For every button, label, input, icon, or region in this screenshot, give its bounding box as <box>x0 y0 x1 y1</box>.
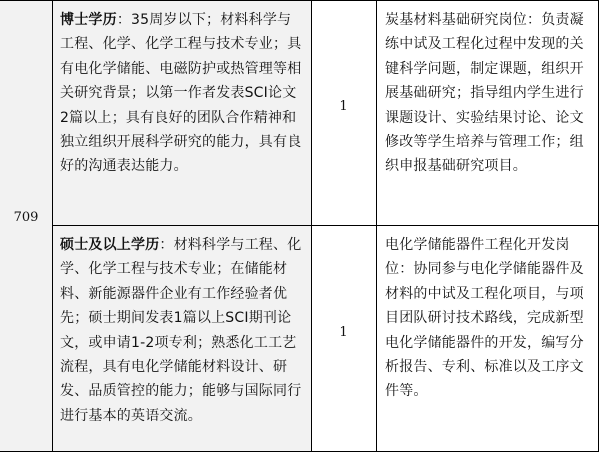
column-divider-1 <box>52 0 53 452</box>
degree-label-2: 硕士及以上学历 <box>60 237 160 253</box>
headcount-1: 1 <box>339 99 348 114</box>
requirements-detail-1: ：35周岁以下；材料科学与工程、化学、化学工程与技术专业；具有电化学储能、电磁防护或热管理等相关研究背景；以第一作者发表SCI论文2篇以上；具有良好的团队合作精神和独立组织开展科学研究的能力，具有良好的沟通表达能力。 <box>60 12 302 175</box>
headcount-2: 1 <box>339 325 348 340</box>
code-cell <box>0 0 52 452</box>
column-divider-2 <box>311 0 312 452</box>
requirements-text-1 <box>60 8 305 179</box>
duties-text-1: 炭基材料基础研究岗位：负责凝练中试及工程化过程中发现的关键科学问题，制定课题，组织开展基础研究；指导组内学生进行课题设计、实验结果讨论、论文修改等学生培养与管理工作；组织申报基础研究项目。 <box>385 12 584 175</box>
position-code: 709 <box>13 210 39 225</box>
degree-label-1: 博士学历 <box>60 12 117 28</box>
requirements-detail-2: ：材料科学与工程、化学、化学工程与技术专业；在储能材料、新能源器件企业有工作经验者优先；硕士期间发表1篇以上SCI期刊论文，或申请1-2项专利；熟悉化工工艺流程，具有电化学储能材料设计、研发、品质管控的能力；能够与国际同行进行基本的英语交流。 <box>60 237 302 424</box>
requirements-text-2 <box>60 233 305 428</box>
row-divider <box>52 225 599 226</box>
table-border-top <box>0 0 599 1</box>
column-divider-3 <box>376 0 377 452</box>
duties-text-2: 电化学储能器件工程化开发岗位：协同参与电化学储能器件及材料的中试及工程化项目，与项目团队研讨技术路线，完成新型电化学储能器件的开发，编写分析报告、专利、标准以及工序文件等。 <box>385 237 584 400</box>
